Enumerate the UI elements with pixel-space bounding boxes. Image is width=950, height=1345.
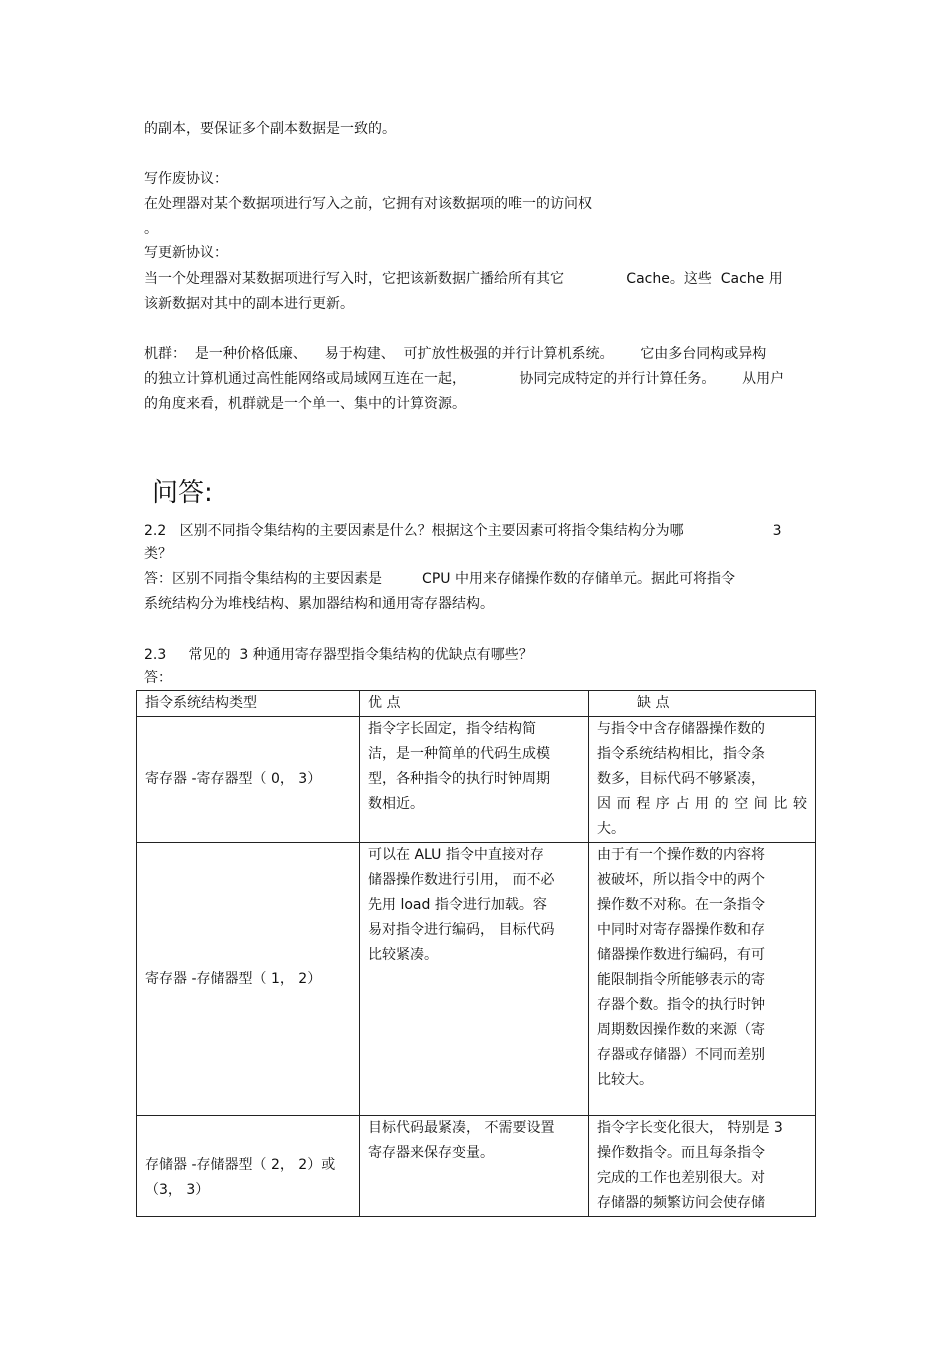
- type-cell: [137, 1116, 360, 1217]
- cons-line: 指令系统结构相比，指令条: [597, 746, 765, 762]
- cons-cell: [589, 717, 816, 843]
- cons-line: 由于有一个操作数的内容将: [597, 847, 765, 863]
- pros-line: 数相近。: [368, 796, 424, 812]
- answer-2-3: 答：: [144, 670, 172, 686]
- section-heading: 问答:: [152, 478, 213, 508]
- text-line: 写作废协议：: [144, 171, 228, 187]
- text-line: 的角度来看，机群就是一个单一、集中的计算资源。: [144, 396, 466, 412]
- pros-line: 储器操作数进行引用， 而不必: [368, 872, 555, 888]
- text-line: 在处理器对某个数据项进行写入之前，它拥有对该数据项的唯一的访问权: [144, 196, 592, 212]
- cons-line: 完成的工作也差别很大。对: [597, 1170, 765, 1186]
- pros-cell: [360, 717, 589, 843]
- cons-cell: [589, 843, 816, 1116]
- question-2-3: 2.3 常见的 3 种通用寄存器型指令集结构的优缺点有哪些？: [144, 647, 533, 663]
- pros-line: 洁，是一种简单的代码生成模: [368, 746, 550, 762]
- cons-line: 存器个数。指令的执行时钟: [597, 997, 765, 1013]
- cons-line: 操作数不对称。在一条指令: [597, 897, 765, 913]
- answer-2-2-line1: 答：区别不同指令集结构的主要因素是 CPU 中用来存储操作数的存储单元。据此可将指令: [144, 571, 735, 587]
- pros-line: 先用 load 指令进行加载。容: [368, 897, 547, 913]
- cons-line: 中同时对寄存器操作数和存: [597, 922, 765, 938]
- text-line: 的独立计算机通过高性能网络或局域网互连在一起， 协同完成特定的并行计算任务。 从用户: [144, 371, 785, 387]
- header-pros: 优 点: [360, 691, 589, 717]
- type-line: 存储器 -存储器型（ 2， 2）或: [145, 1157, 336, 1173]
- cons-line: 存器或存储器）不同而差别: [597, 1047, 765, 1063]
- pros-cell: [360, 1116, 589, 1217]
- table-row: [137, 717, 816, 843]
- cons-line: 比较大。: [597, 1072, 653, 1088]
- table-row: [137, 1116, 816, 1217]
- cons-line: 操作数指令。而且每条指令: [597, 1145, 765, 1161]
- pros-line: 比较紧凑。: [368, 947, 438, 963]
- question-2-2-line2: 类？: [144, 546, 172, 562]
- cons-line: 能限制指令所能够表示的寄: [597, 972, 765, 988]
- pros-line: 目标代码最紧凑， 不需要设置: [368, 1120, 555, 1136]
- cons-line: 数多，目标代码不够紧凑，: [597, 771, 765, 787]
- pros-line: 可以在 ALU 指令中直接对存: [368, 847, 544, 863]
- text-line: 机群： 是一种价格低廉、 易于构建、 可扩放性极强的并行计算机系统。 它由多台同构或异构: [144, 346, 767, 362]
- header-type: 指令系统结构类型: [137, 691, 360, 717]
- answer-2-2-line2: 系统结构分为堆栈结构、累加器结构和通用寄存器结构。: [144, 596, 494, 612]
- cons-line: 储器操作数进行编码，有可: [597, 947, 765, 963]
- cons-cell: [589, 1116, 816, 1217]
- cons-line: 大。: [597, 821, 625, 837]
- text-line: 当一个处理器对某数据项进行写入时，它把该新数据广播给所有其它 Cache。这些 Cache 用: [144, 271, 783, 287]
- cons-line: 周期数因操作数的来源（寄: [597, 1022, 765, 1038]
- pros-line: 易对指令进行编码， 目标代码: [368, 922, 555, 938]
- table-row: [137, 843, 816, 1116]
- text-line: 该新数据对其中的副本进行更新。: [144, 296, 354, 312]
- comparison-table: [136, 690, 816, 1217]
- cons-line: 存储器的频繁访问会使存储: [597, 1195, 765, 1211]
- header-cons: 缺 点: [589, 691, 816, 717]
- cons-line: 被破坏，所以指令中的两个: [597, 872, 765, 888]
- type-line: （3， 3）: [145, 1182, 210, 1198]
- question-2-2-line1: 2.2 区别不同指令集结构的主要因素是什么？根据这个主要因素可将指令集结构分为哪 3: [144, 523, 782, 539]
- text-line: 的副本，要保证多个副本数据是一致的。: [144, 121, 396, 137]
- pros-cell: [360, 843, 589, 1116]
- pros-line: 型，各种指令的执行时钟周期: [368, 771, 550, 787]
- cons-line: 指令字长变化很大， 特别是 3: [597, 1120, 783, 1136]
- pros-line: 寄存器来保存变量。: [368, 1145, 494, 1161]
- text-line: 写更新协议：: [144, 245, 228, 261]
- cons-line: 因而程序占用的空间比较: [597, 796, 807, 812]
- type-cell: 寄存器 -存储器型（ 1， 2）: [137, 843, 360, 1116]
- cons-line: 与指令中含存储器操作数的: [597, 721, 765, 737]
- text-line: 。: [144, 221, 158, 237]
- table-header-row: [137, 691, 816, 717]
- pros-line: 指令字长固定，指令结构简: [368, 721, 536, 737]
- type-cell: 寄存器 -寄存器型（ 0， 3）: [137, 717, 360, 843]
